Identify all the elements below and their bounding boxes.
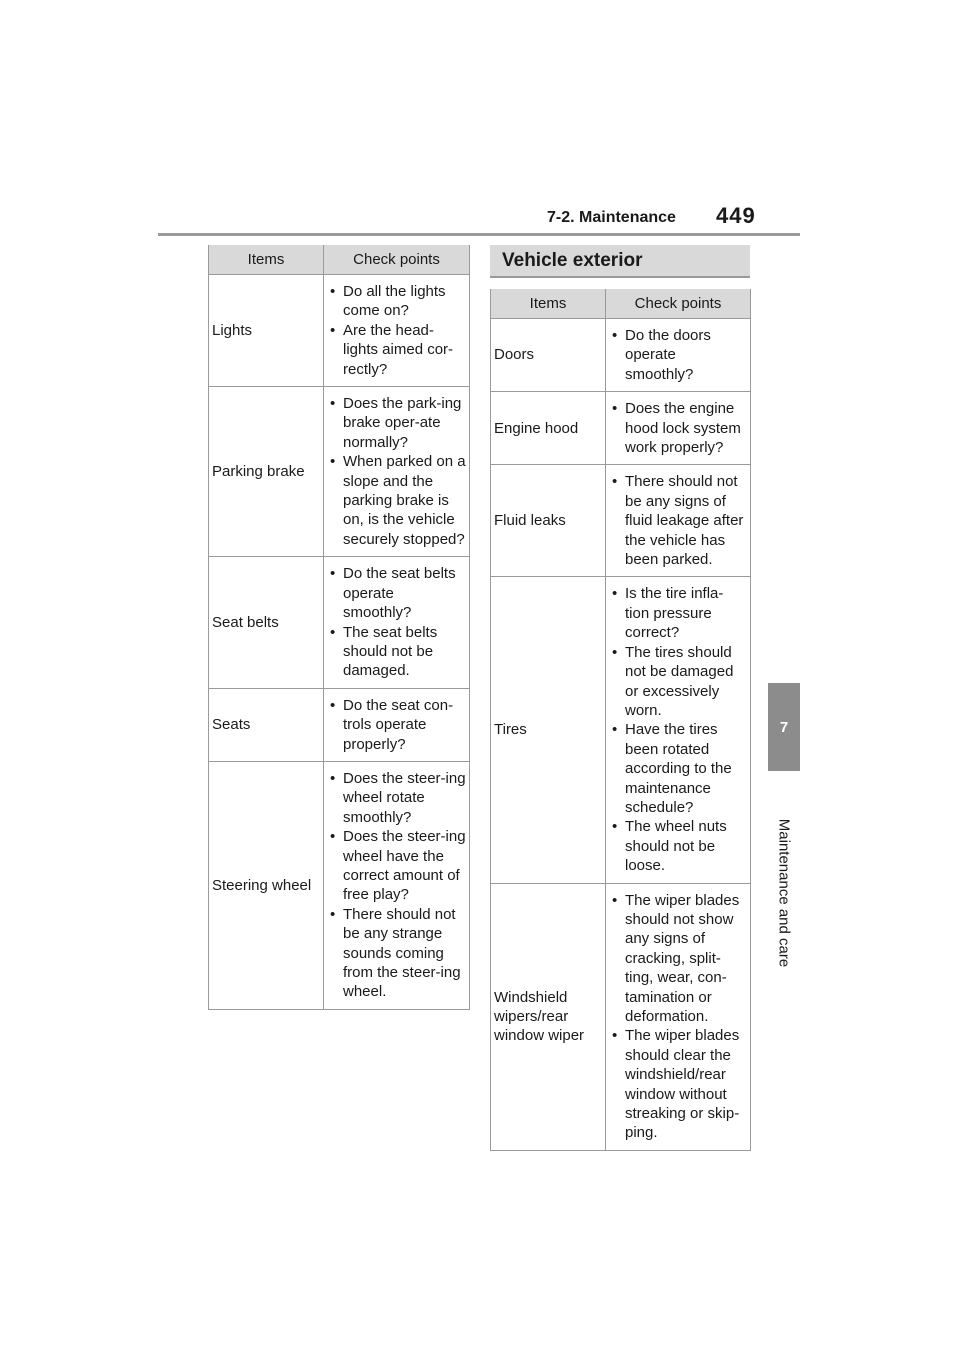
item-cell: Doors <box>491 319 606 392</box>
check-point: • There should not be any signs of fluid leakage after the vehicle has been parked. <box>609 472 747 569</box>
table-header-row <box>209 245 470 275</box>
table-row <box>491 577 751 883</box>
item-cell: Engine hood <box>491 392 606 465</box>
check-points-cell <box>606 392 751 465</box>
section-title-vehicle-exterior: Vehicle exterior <box>490 245 750 278</box>
item-cell: Seat belts <box>209 557 324 688</box>
check-points-cell <box>606 465 751 577</box>
table-row <box>209 688 470 761</box>
check-point: • The wiper blades should not show any signs of cracking, split-ting, wear, con-tamination or deformation. <box>609 891 747 1027</box>
page-number: 449 <box>716 203 756 228</box>
column-header-check-points: Check points <box>606 289 751 319</box>
check-point: • Are the head-lights aimed cor-rectly? <box>327 321 466 379</box>
chapter-title: Maintenance and care <box>775 818 793 968</box>
item-cell: Tires <box>491 577 606 883</box>
column-header-items: Items <box>209 245 324 275</box>
check-point: • Do all the lights come on? <box>327 282 466 321</box>
table-row <box>491 465 751 577</box>
check-point: • Do the seat belts operate smoothly? <box>327 564 466 622</box>
check-points-cell <box>324 761 470 1009</box>
exterior-checks-table <box>490 289 751 1151</box>
section-header: 7-2. Maintenance <box>547 209 676 226</box>
check-point: • The wheel nuts should not be loose. <box>609 817 747 875</box>
check-points-cell <box>606 883 751 1150</box>
chapter-tab <box>768 683 800 771</box>
check-points-cell <box>606 577 751 883</box>
item-cell: Windshield wipers/rear window wiper <box>491 883 606 1150</box>
item-cell: Seats <box>209 688 324 761</box>
item-cell: Parking brake <box>209 387 324 557</box>
check-points-cell <box>324 387 470 557</box>
table-row <box>209 275 470 387</box>
check-point: • Is the tire infla-tion pressure correct? <box>609 584 747 642</box>
table-row <box>491 392 751 465</box>
table-row <box>491 319 751 392</box>
check-point: • There should not be any strange sounds coming from the steer-ing wheel. <box>327 905 466 1002</box>
check-point: • Do the seat con-trols operate properly? <box>327 696 466 754</box>
table-row <box>491 883 751 1150</box>
table-row <box>209 761 470 1009</box>
check-point: • Does the park-ing brake oper-ate normally? <box>327 394 466 452</box>
check-points-cell <box>324 557 470 688</box>
check-point: • Does the steer-ing wheel have the correct amount of free play? <box>327 827 466 905</box>
interior-checks-table <box>208 245 470 1010</box>
column-header-check-points: Check points <box>324 245 470 275</box>
check-point: • The seat belts should not be damaged. <box>327 623 466 681</box>
check-points-cell <box>324 275 470 387</box>
check-point: • The tires should not be damaged or excessively worn. <box>609 643 747 721</box>
table-row <box>209 557 470 688</box>
column-header-items: Items <box>491 289 606 319</box>
header-divider <box>158 233 800 236</box>
item-cell: Steering wheel <box>209 761 324 1009</box>
check-points-cell <box>324 688 470 761</box>
table-header-row <box>491 289 751 319</box>
check-point: • Have the tires been rotated according to the maintenance schedule? <box>609 720 747 817</box>
check-points-cell <box>606 319 751 392</box>
table-row <box>209 387 470 557</box>
check-point: • Do the doors operate smoothly? <box>609 326 747 384</box>
item-cell: Fluid leaks <box>491 465 606 577</box>
check-point: • Does the steer-ing wheel rotate smoothly? <box>327 769 466 827</box>
check-point: • When parked on a slope and the parking brake is on, is the vehicle securely stopped? <box>327 452 466 549</box>
item-cell: Lights <box>209 275 324 387</box>
check-point: • Does the engine hood lock system work properly? <box>609 399 747 457</box>
chapter-number: 7 <box>779 718 789 736</box>
check-point: • The wiper blades should clear the windshield/rear window without streaking or skip-ping. <box>609 1026 747 1142</box>
